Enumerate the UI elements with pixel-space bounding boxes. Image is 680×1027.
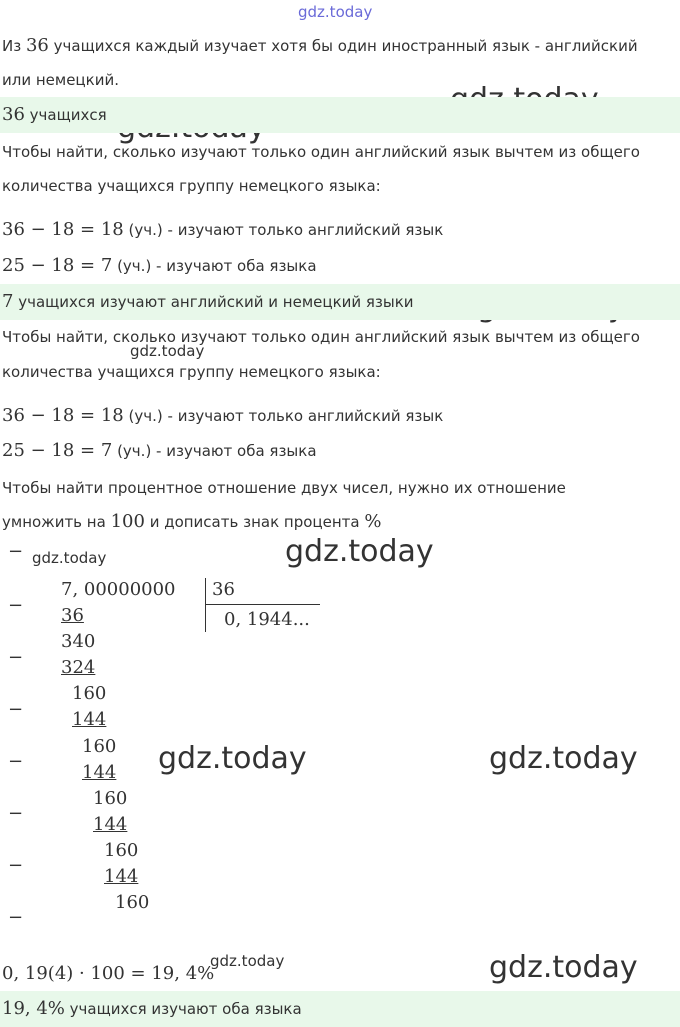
- division-step: 160: [104, 840, 139, 861]
- division-minus: −: [8, 647, 24, 668]
- division-step: 144: [104, 866, 139, 887]
- division-bracket-vertical: [205, 578, 206, 632]
- watermark: gdz.today: [32, 549, 107, 567]
- block2-line-2: количества учащихся группу немецкого языка:: [2, 363, 381, 381]
- block1-line-2: количества учащихся группу немецкого языка:: [2, 177, 381, 195]
- division-step: 144: [82, 762, 117, 783]
- division-step: 160: [72, 683, 107, 704]
- percent-rule-line-2: умножить на 100 и дописать знак процента %: [2, 511, 382, 532]
- division-minus: −: [8, 541, 24, 562]
- division-step: 340: [61, 631, 96, 652]
- watermark: gdz.today: [130, 342, 205, 360]
- block1-line-1: Чтобы найти, сколько изучают только один английский язык вычтем из общего: [2, 143, 640, 161]
- percent-rule-line-1: Чтобы найти процентное отношение двух чисел, нужно их отношение: [2, 479, 566, 497]
- block1-eq-1: 36 − 18 = 18 (уч.) - изучают только английский язык: [2, 219, 444, 240]
- division-step: 324: [61, 657, 96, 678]
- block2-line-1: Чтобы найти, сколько изучают только один английский язык вычтем из общего: [2, 328, 640, 346]
- watermark: gdz.today: [210, 952, 285, 970]
- watermark-top: gdz.today: [298, 3, 373, 21]
- division-bracket-horizontal: [205, 604, 320, 605]
- division-step: 144: [93, 814, 128, 835]
- division-quotient: 0, 1944...: [224, 609, 310, 630]
- division-step: 160: [93, 788, 128, 809]
- watermark: gdz.today: [158, 741, 307, 776]
- division-step: 160: [82, 736, 117, 757]
- intro-line-1: Из 36 учащихся каждый изучает хотя бы один иностранный язык - английский: [2, 35, 638, 56]
- intro-line-2: или немецкий.: [2, 71, 119, 89]
- block2-eq-1: 36 − 18 = 18 (уч.) - изучают только английский язык: [2, 405, 444, 426]
- division-step: 36: [61, 605, 84, 626]
- answer-3: 19, 4% учащихся изучают оба языка: [2, 998, 302, 1019]
- division-step: 144: [72, 709, 107, 730]
- division-dividend: 7, 00000000: [61, 579, 176, 600]
- division-minus: −: [8, 699, 24, 720]
- answer-1: 36 учащихся: [2, 104, 107, 125]
- division-minus: −: [8, 803, 24, 824]
- division-minus: −: [8, 595, 24, 616]
- division-minus: −: [8, 907, 24, 928]
- division-minus: −: [8, 855, 24, 876]
- watermark: gdz.today: [489, 741, 638, 776]
- watermark: gdz.today: [489, 950, 638, 985]
- watermark: gdz.today: [285, 534, 434, 569]
- math-number: 36: [25, 35, 49, 56]
- division-step: 160: [115, 892, 150, 913]
- division-minus: −: [8, 751, 24, 772]
- block1-eq-2: 25 − 18 = 7 (уч.) - изучают оба языка: [2, 255, 317, 276]
- answer-2: 7 учащихся изучают английский и немецкий языки: [2, 291, 414, 312]
- final-equation: 0, 19(4) · 100 = 19, 4%: [2, 963, 215, 984]
- division-divisor: 36: [212, 579, 235, 600]
- block2-eq-2: 25 − 18 = 7 (уч.) - изучают оба языка: [2, 440, 317, 461]
